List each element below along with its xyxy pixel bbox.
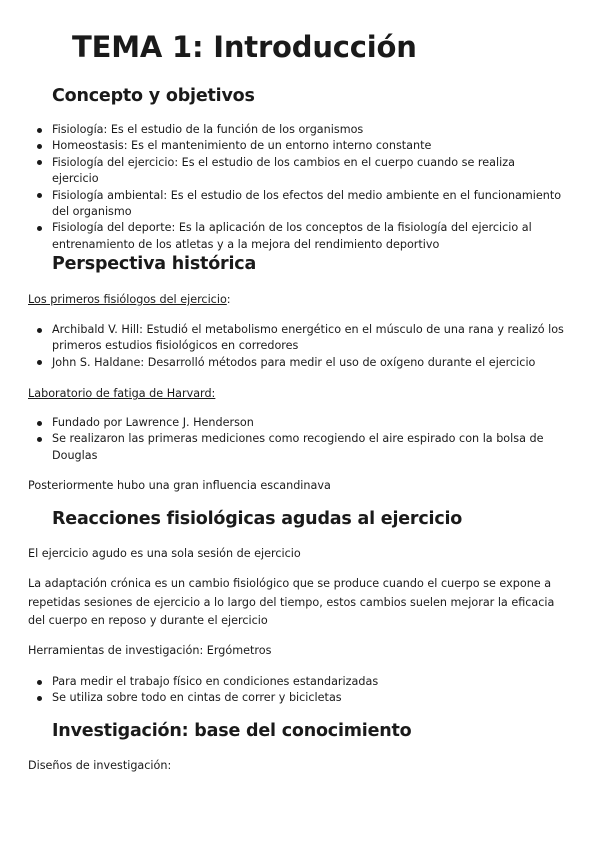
list-concepto	[52, 122, 564, 253]
paragraph-laboratorio-harvard: Laboratorio de fatiga de Harvard:	[28, 387, 216, 400]
paragraph-primeros-fisiologos	[28, 291, 558, 310]
list-item: Fisiología ambiental: Es el estudio de los efectos del medio ambiente en el funcionamiento del organismo	[52, 188, 564, 221]
list-item: Fisiología: Es el estudio de la función de los organismos	[52, 122, 564, 138]
heading-investigacion: Investigación: base del conocimiento	[52, 721, 412, 741]
underlined-label: Los primeros fisiólogos del ejercicio	[28, 293, 227, 306]
paragraph-adaptacion-cronica: La adaptación crónica es un cambio fisiológico que se produce cuando el cuerpo se expone a repetidas sesiones de ejercicio a lo largo del tiempo, estos cambios suelen mejorar la eficacia del cuerpo en reposo y durante el ejercicio	[28, 577, 555, 627]
page-title: TEMA 1: Introducción	[72, 30, 417, 64]
paragraph-disenos: Diseños de investigación:	[28, 759, 172, 772]
list-item: Fisiología del ejercicio: Es el estudio de los cambios en el cuerpo cuando se realiza ejercicio	[52, 155, 564, 188]
heading-reacciones: Reacciones fisiológicas agudas al ejercicio	[52, 509, 463, 529]
list-item: Para medir el trabajo físico en condiciones estandarizadas	[52, 674, 564, 690]
list-item: Homeostasis: Es el mantenimiento de un entorno interno constante	[52, 138, 564, 154]
list-item: Archibald V. Hill: Estudió el metabolismo energético en el músculo de una rana y realizó los primeros estudios fisiológicos en corredores	[52, 322, 564, 355]
list-ergometros	[52, 674, 564, 707]
list-item: Fisiología del deporte: Es la aplicación de los conceptos de la fisiología del ejercicio al entrenamiento de los atletas y a la mejora del rendimiento deportivo	[52, 220, 564, 253]
heading-perspectiva: Perspectiva histórica	[52, 254, 257, 274]
list-item: Fundado por Lawrence J. Henderson	[52, 415, 564, 431]
paragraph-ejercicio-agudo: El ejercicio agudo es una sola sesión de ejercicio	[28, 547, 301, 560]
list-item: Se utiliza sobre todo en cintas de correr y bicicletas	[52, 690, 564, 706]
list-fisiologos	[52, 322, 564, 371]
paragraph-influencia-escandinava: Posteriormente hubo una gran influencia escandinava	[28, 479, 331, 492]
label-suffix: :	[226, 293, 231, 306]
list-item: John S. Haldane: Desarrolló métodos para medir el uso de oxígeno durante el ejercicio	[52, 355, 564, 371]
heading-concepto: Concepto y objetivos	[52, 86, 255, 106]
list-item: Se realizaron las primeras mediciones como recogiendo el aire espirado con la bolsa de Douglas	[52, 431, 564, 464]
list-harvard	[52, 415, 564, 464]
paragraph-herramientas: Herramientas de investigación: Ergómetros	[28, 644, 272, 657]
